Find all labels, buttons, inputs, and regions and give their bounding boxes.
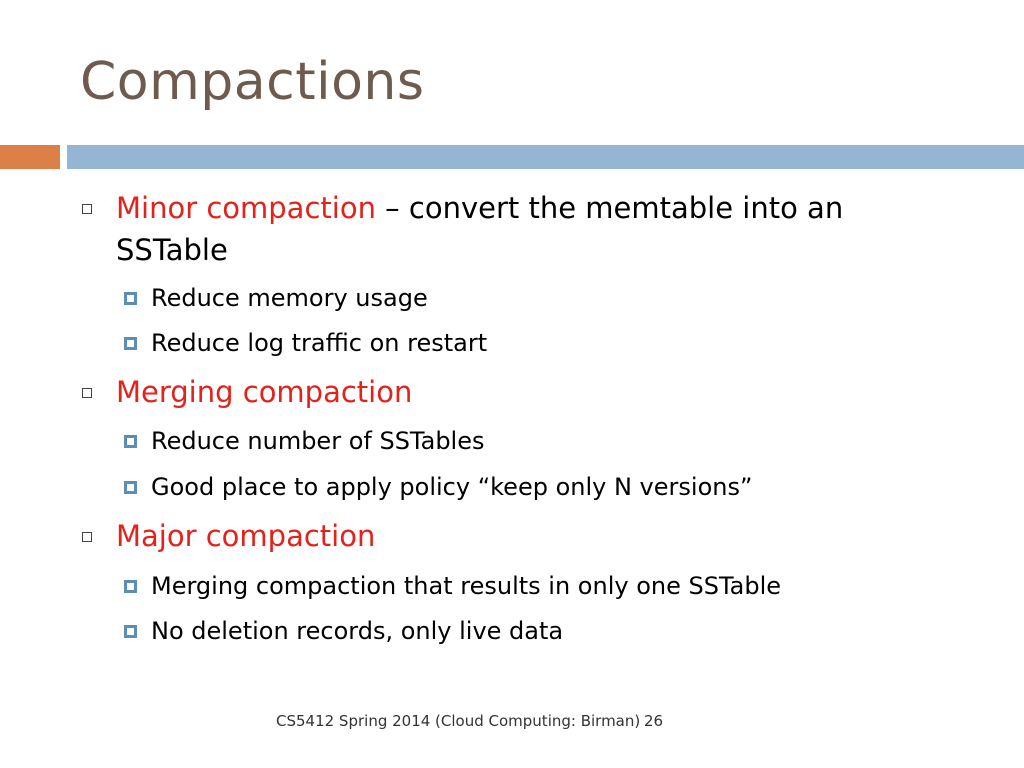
sub-bullet-item: Reduce memory usage <box>151 284 428 312</box>
bullet-item <box>116 187 956 271</box>
bullet-text: – convert the memtable into an SSTable <box>116 191 844 267</box>
slide-title: Compactions <box>80 52 425 112</box>
sub-bullet-square-icon <box>124 435 137 448</box>
title-underline-accent-orange <box>0 145 60 169</box>
sub-bullet-square-icon <box>124 337 137 350</box>
sub-bullet-item: Reduce log traffic on restart <box>151 329 488 357</box>
sub-bullet-square-icon <box>124 481 137 494</box>
sub-bullet-item: Reduce number of SSTables <box>151 427 485 455</box>
sub-bullet-item: No deletion records, only live data <box>151 617 564 645</box>
bullet-item <box>116 371 956 413</box>
title-underline-accent-blue <box>67 145 1024 169</box>
bullet-highlight: Merging compaction <box>116 375 413 409</box>
page-number: 26 <box>644 712 664 730</box>
slide-footer: CS5412 Spring 2014 (Cloud Computing: Birman) <box>276 712 641 730</box>
sub-bullet-square-icon <box>124 292 137 305</box>
bullet-highlight: Major compaction <box>116 519 376 553</box>
bullet-square-icon <box>82 204 92 214</box>
bullet-item <box>116 515 956 557</box>
sub-bullet-item: Merging compaction that results in only one SSTable <box>151 572 782 600</box>
sub-bullet-square-icon <box>124 625 137 638</box>
sub-bullet-square-icon <box>124 580 137 593</box>
bullet-highlight: Minor compaction <box>116 191 376 225</box>
sub-bullet-item: Good place to apply policy “keep only N versions” <box>151 473 753 501</box>
bullet-square-icon <box>82 388 92 398</box>
bullet-square-icon <box>82 532 92 542</box>
